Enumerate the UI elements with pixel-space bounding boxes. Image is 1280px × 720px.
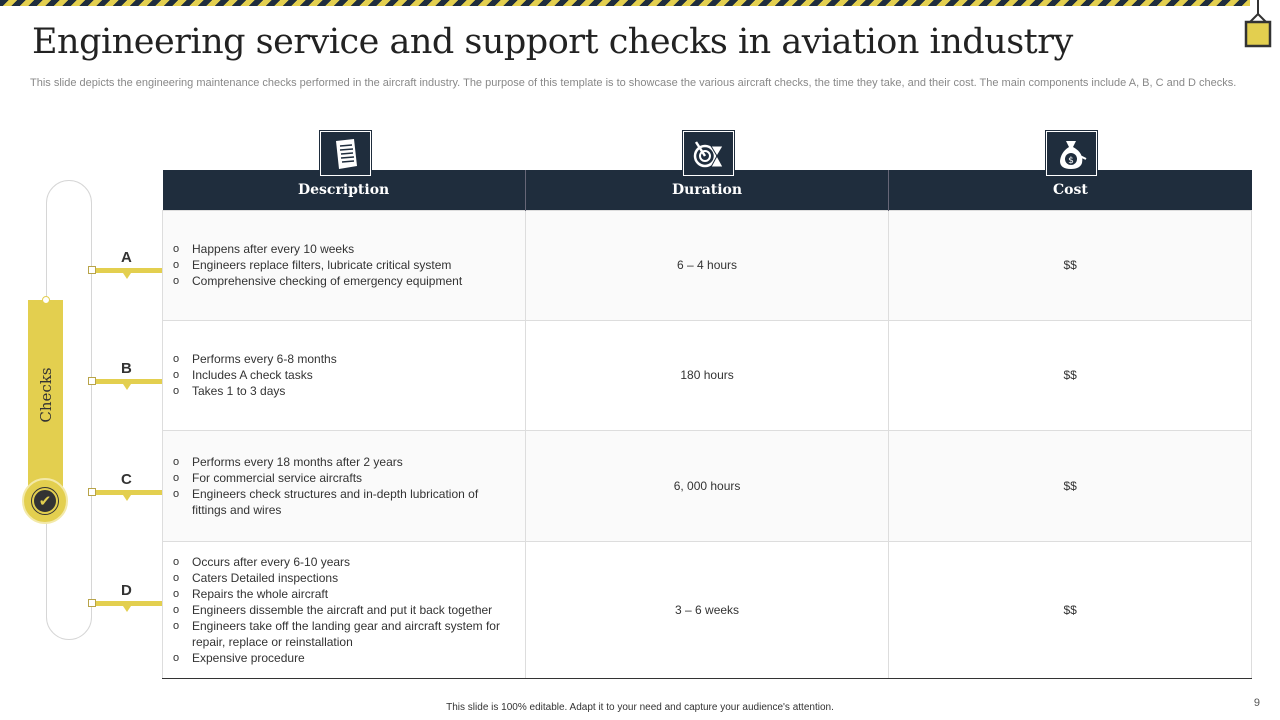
connector-pointer [123, 606, 131, 612]
connector-pointer [123, 384, 131, 390]
description-cell [163, 210, 526, 320]
duration-cell: 3 – 6 weeks [525, 541, 889, 678]
connector-pointer [123, 273, 131, 279]
connector-node [88, 266, 96, 274]
cost-cell: $$ [889, 541, 1252, 678]
check-letter: A [121, 249, 132, 266]
connector-node [88, 488, 96, 496]
column-header-cost: Cost [889, 170, 1252, 210]
target-hourglass-icon [683, 131, 734, 176]
table-row [163, 210, 1252, 320]
description-bullet: o Engineers replace filters, lubricate critical system [173, 257, 513, 273]
connector-node [88, 377, 96, 385]
page-number: 9 [1253, 697, 1260, 709]
description-cell [163, 541, 526, 678]
column-header-description: Description [163, 170, 526, 210]
description-bullet: o For commercial service aircrafts [173, 470, 513, 486]
description-bullet: o Repairs the whole aircraft [173, 586, 513, 602]
description-bullet: o Engineers dissemble the aircraft and put it back together [173, 602, 513, 618]
table-row [163, 320, 1252, 430]
checkmark-icon: ✔ [32, 488, 58, 514]
footer-note: This slide is 100% editable. Adapt it to your need and capture your audience's attention. [446, 702, 834, 713]
table-bottom-border [162, 678, 1252, 679]
duration-cell: 180 hours [525, 320, 889, 430]
table-row [163, 541, 1252, 678]
description-cell [163, 430, 526, 541]
description-bullet: o Occurs after every 6-10 years [173, 554, 513, 570]
table-row [163, 430, 1252, 541]
cost-cell: $$ [889, 210, 1252, 320]
checks-label: Checks [36, 367, 55, 423]
description-bullet: o Expensive procedure [173, 650, 513, 666]
hazard-stripe [0, 0, 1250, 6]
description-bullet: o Engineers check structures and in-depth lubrication of fittings and wires [173, 486, 513, 518]
check-letter: C [121, 471, 132, 488]
description-bullet: o Performs every 6-8 months [173, 351, 513, 367]
description-bullet: o Includes A check tasks [173, 367, 513, 383]
duration-cell: 6, 000 hours [525, 430, 889, 541]
check-connector [89, 360, 162, 384]
connector-node [88, 599, 96, 607]
check-letter: B [121, 360, 132, 377]
svg-text:$: $ [1067, 155, 1074, 166]
description-bullet: o Caters Detailed inspections [173, 570, 513, 586]
check-connector [89, 249, 162, 273]
cost-cell: $$ [889, 430, 1252, 541]
connector-pointer [123, 495, 131, 501]
description-bullet: o Performs every 18 months after 2 years [173, 454, 513, 470]
description-bullet: o Happens after every 10 weeks [173, 241, 513, 257]
check-letter: D [121, 582, 132, 599]
description-bullet: o Takes 1 to 3 days [173, 383, 513, 399]
checks-label-bar [28, 300, 63, 490]
description-bullet: o Comprehensive checking of emergency equipment [173, 273, 513, 289]
check-badge [22, 478, 68, 524]
column-header-duration: Duration [525, 170, 889, 210]
document-icon [320, 131, 371, 176]
check-connector [89, 582, 162, 606]
page-subtitle: This slide depicts the engineering maintenance checks performed in the aircraft industry. The purpose of this template is to showcase the various aircraft checks, the time they take, and their cost. The main components include A, B, C and D checks. [30, 77, 1237, 89]
page-title: Engineering service and support checks in aviation industry [32, 22, 1073, 62]
checks-table [162, 170, 1252, 679]
timeline-dot [42, 296, 50, 304]
hanging-lamp-icon [1244, 0, 1272, 48]
description-bullet: o Engineers take off the landing gear and aircraft system for repair, replace or reinstallation [173, 618, 513, 650]
cost-cell: $$ [889, 320, 1252, 430]
money-bag-icon [1046, 131, 1097, 176]
duration-cell: 6 – 4 hours [525, 210, 889, 320]
check-connector [89, 471, 162, 495]
description-cell [163, 320, 526, 430]
